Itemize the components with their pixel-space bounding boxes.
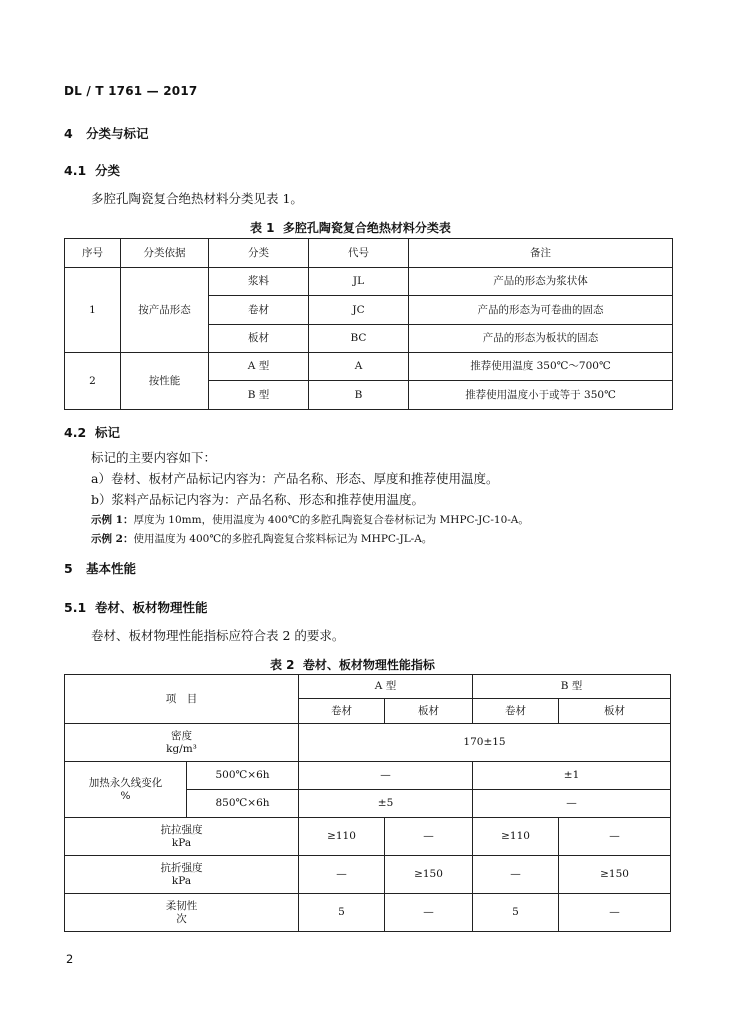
- flexural-label: [65, 856, 299, 894]
- section-title: 基本性能: [86, 561, 137, 576]
- code-cell: JL: [309, 268, 409, 296]
- note-cell: 推荐使用温度小于或等于 350℃: [409, 381, 673, 410]
- value-cell: —: [473, 856, 559, 894]
- section-number: 5: [64, 561, 73, 576]
- example-1-text: 厚度为 10mm，使用温度为 400℃的多腔孔陶瓷复合卷材标记为 MHPC-JC-10-A。: [133, 514, 529, 526]
- header-cell: 序号: [65, 239, 121, 268]
- classification-basis: 按产品形态: [121, 268, 209, 353]
- table-1-title: 多腔孔陶瓷复合绝热材料分类表: [282, 221, 451, 235]
- section-title: 分类: [95, 163, 121, 178]
- property-unit: kPa: [171, 836, 192, 849]
- header-cell: 备注: [409, 239, 673, 268]
- property-name: 抗拉强度: [160, 823, 203, 836]
- item-header: 项 目: [65, 675, 299, 724]
- table-header-row: [65, 675, 671, 699]
- code-cell: JC: [309, 296, 409, 325]
- classification-cell: 板材: [209, 325, 309, 353]
- section-number: 5.1: [64, 600, 87, 615]
- table-row: [65, 818, 671, 856]
- section-number: 4: [64, 126, 73, 141]
- section-title: 标记: [95, 425, 121, 440]
- section-5-1-heading: [64, 598, 208, 616]
- section-4-1-text: 多腔孔陶瓷复合绝热材料分类见表 1。: [91, 191, 303, 206]
- classification-basis: 按性能: [121, 353, 209, 410]
- section-title: 卷材、板材物理性能: [95, 600, 208, 615]
- table-header-row: [65, 239, 673, 268]
- subheader-cell: 卷材: [473, 699, 559, 724]
- value-cell: —: [559, 818, 671, 856]
- note-cell: 产品的形态为板状的固态: [409, 325, 673, 353]
- note-cell: 产品的形态为浆状体: [409, 268, 673, 296]
- example-2: [91, 531, 432, 546]
- table-row: [65, 724, 671, 762]
- value-cell: ±5: [299, 790, 473, 818]
- code-cell: BC: [309, 325, 409, 353]
- header-cell: 代号: [309, 239, 409, 268]
- table-2-title: 卷材、板材物理性能指标: [302, 658, 435, 672]
- section-number: 4.2: [64, 425, 87, 440]
- classification-cell: A 型: [209, 353, 309, 381]
- marking-item-b: b）浆料产品标记内容为：产品名称、形态和推荐使用温度。: [91, 492, 425, 507]
- property-name: 柔韧性: [165, 899, 198, 912]
- tensile-label: [65, 818, 299, 856]
- code-cell: B: [309, 381, 409, 410]
- type-a-header: A 型: [299, 675, 473, 699]
- example-1-label: 示例 1：: [91, 514, 134, 526]
- value-cell: 5: [473, 894, 559, 932]
- table-1-number: 表 1: [250, 221, 275, 235]
- flexibility-label: [65, 894, 299, 932]
- condition-cell: 500℃×6h: [187, 762, 299, 790]
- property-name: 加热永久线变化: [88, 776, 163, 789]
- example-1: [91, 512, 529, 527]
- section-title: 分类与标记: [86, 126, 149, 141]
- density-value: 170±15: [299, 724, 671, 762]
- value-cell: ≥110: [299, 818, 385, 856]
- value-cell: —: [385, 818, 473, 856]
- section-number: 4.1: [64, 163, 87, 178]
- row-number: 2: [65, 353, 121, 410]
- value-cell: —: [299, 856, 385, 894]
- section-4-heading: [64, 124, 149, 142]
- section-4-1-heading: [64, 161, 120, 179]
- property-unit: kg/m³: [166, 742, 197, 755]
- density-label: [65, 724, 299, 762]
- note-cell: 产品的形态为可卷曲的固态: [409, 296, 673, 325]
- subheader-cell: 卷材: [299, 699, 385, 724]
- value-cell: ≥110: [473, 818, 559, 856]
- classification-cell: 卷材: [209, 296, 309, 325]
- table-2-caption: [270, 656, 435, 673]
- property-unit: %: [120, 789, 131, 802]
- heat-change-label: [65, 762, 187, 818]
- value-cell: ≥150: [559, 856, 671, 894]
- property-name: 密度: [171, 729, 192, 742]
- code-cell: A: [309, 353, 409, 381]
- subheader-cell: 板材: [385, 699, 473, 724]
- classification-cell: B 型: [209, 381, 309, 410]
- value-cell: —: [299, 762, 473, 790]
- table-row: [65, 894, 671, 932]
- value-cell: ±1: [473, 762, 671, 790]
- condition-cell: 850℃×6h: [187, 790, 299, 818]
- value-cell: —: [473, 790, 671, 818]
- table-1-caption: [250, 219, 451, 236]
- value-cell: 5: [299, 894, 385, 932]
- section-4-2-heading: [64, 423, 120, 441]
- value-cell: ≥150: [385, 856, 473, 894]
- property-unit: 次: [176, 912, 187, 925]
- value-cell: —: [559, 894, 671, 932]
- note-cell: 推荐使用温度 350℃～700℃: [409, 353, 673, 381]
- document-code: DL / T 1761 — 2017: [64, 84, 198, 98]
- table-row: [65, 762, 671, 790]
- page-number: 2: [66, 952, 74, 966]
- header-cell: 分类依据: [121, 239, 209, 268]
- header-cell: 分类: [209, 239, 309, 268]
- marking-intro: 标记的主要内容如下：: [91, 450, 217, 465]
- table-row: [65, 353, 673, 381]
- marking-item-a: a）卷材、板材产品标记内容为：产品名称、形态、厚度和推荐使用温度。: [91, 471, 499, 486]
- example-2-text: 使用温度为 400℃的多腔孔陶瓷复合浆料标记为 MHPC-JL-A。: [133, 533, 433, 545]
- table-2-number: 表 2: [270, 658, 295, 672]
- table-row: [65, 856, 671, 894]
- example-2-label: 示例 2：: [91, 533, 134, 545]
- classification-cell: 浆料: [209, 268, 309, 296]
- subheader-cell: 板材: [559, 699, 671, 724]
- property-name: 抗折强度: [160, 861, 203, 874]
- row-number: 1: [65, 268, 121, 353]
- table-row: [65, 268, 673, 296]
- classification-table: [64, 238, 673, 410]
- type-b-header: B 型: [473, 675, 671, 699]
- section-5-1-text: 卷材、板材物理性能指标应符合表 2 的要求。: [91, 628, 345, 643]
- value-cell: —: [385, 894, 473, 932]
- property-unit: kPa: [171, 874, 192, 887]
- section-5-heading: [64, 559, 136, 577]
- physical-properties-table: [64, 674, 671, 932]
